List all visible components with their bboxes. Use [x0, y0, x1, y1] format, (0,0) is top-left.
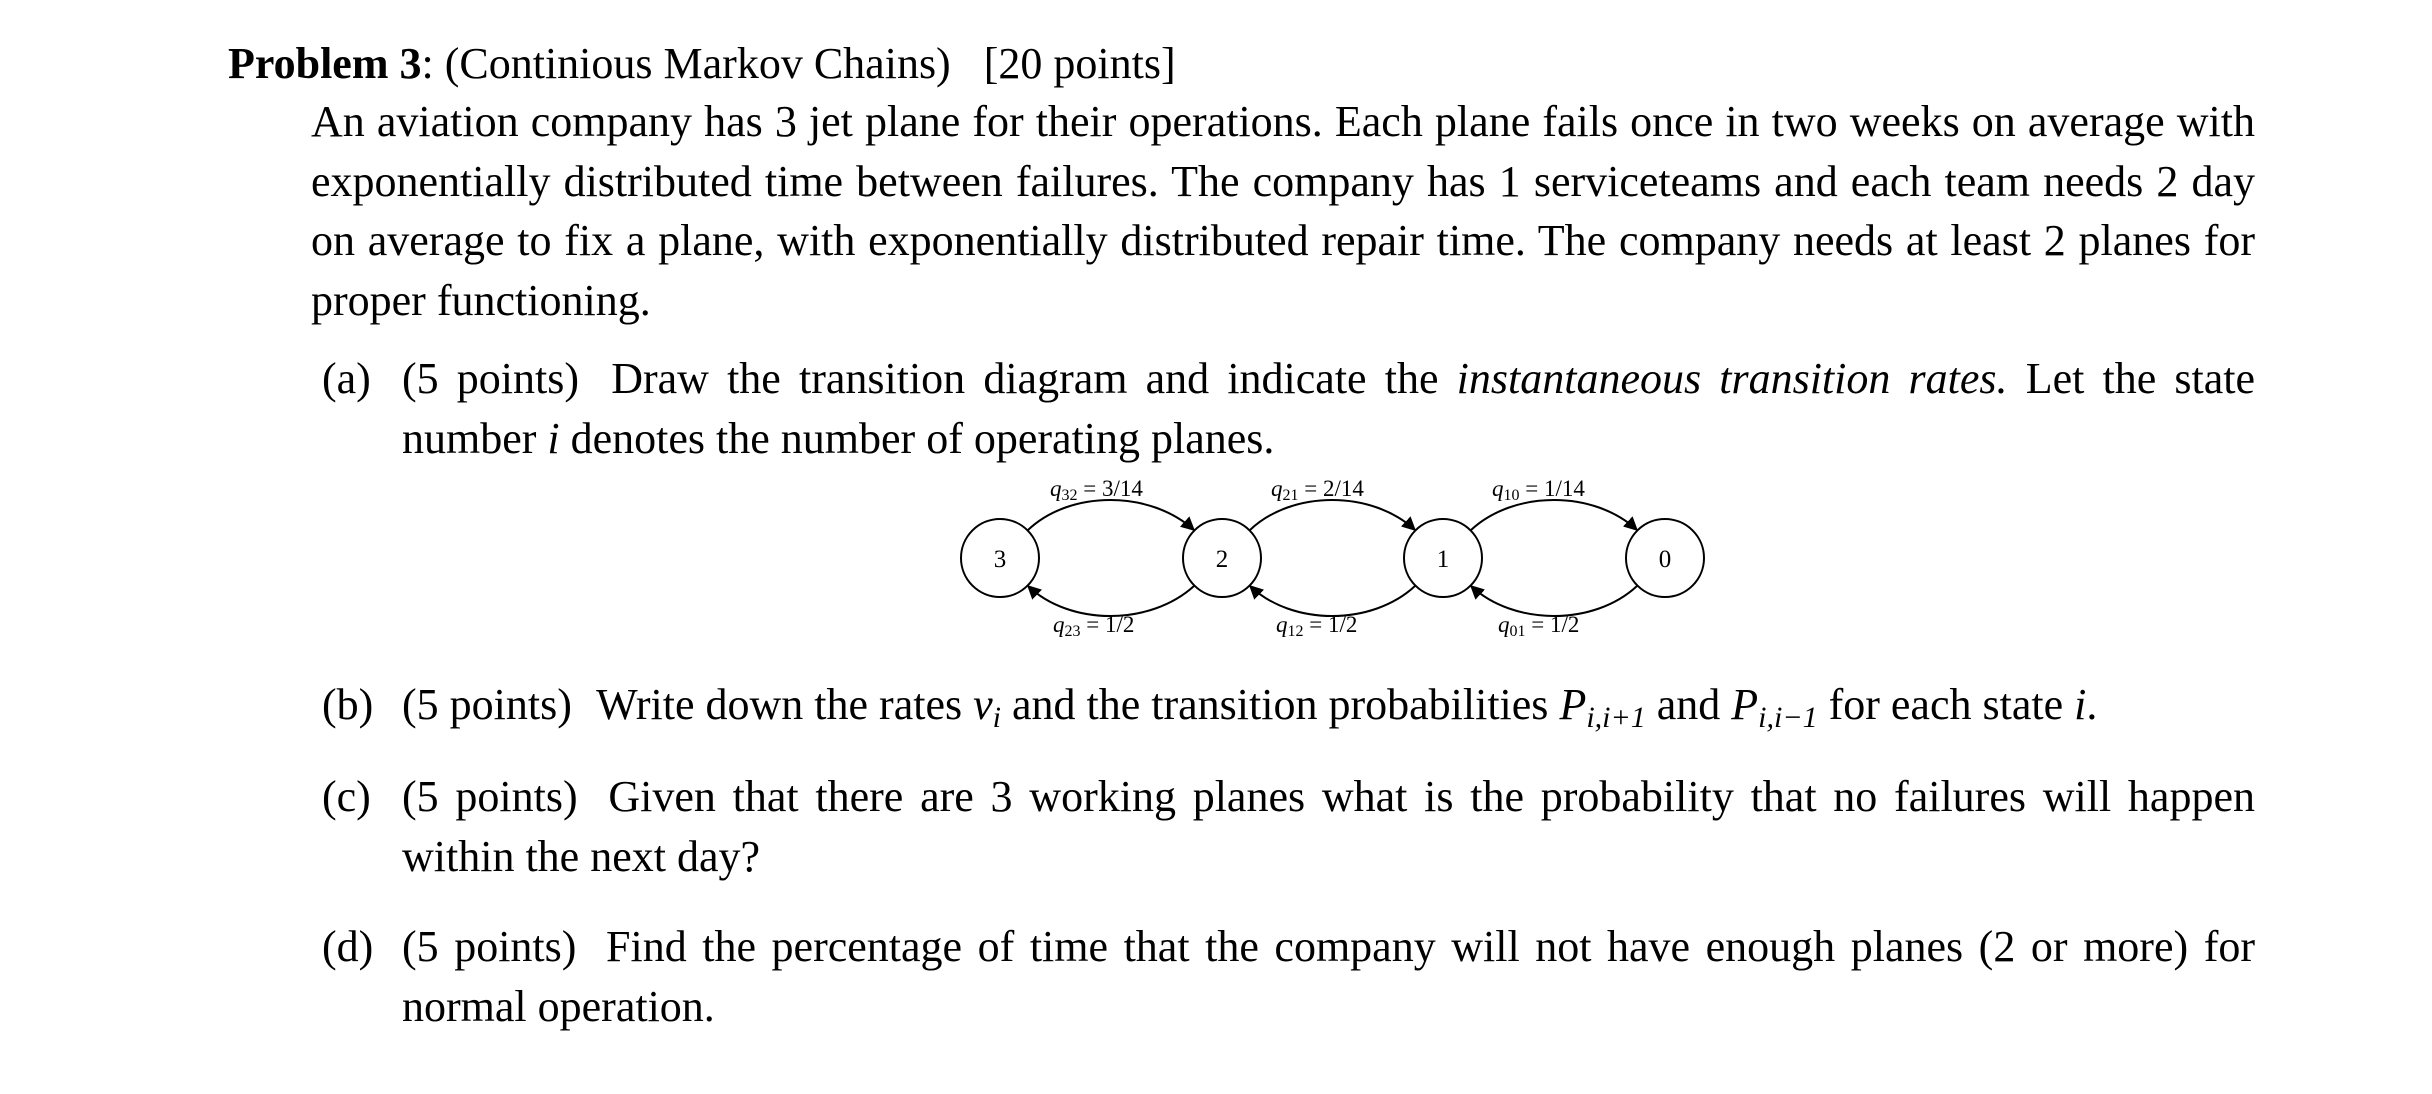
rate-label: q10 = 1/14: [1492, 476, 1585, 504]
state-node: [1183, 519, 1261, 597]
part-text: Let the state number: [402, 354, 2256, 463]
problem-colon: :: [421, 39, 434, 88]
state-label: 2: [1215, 546, 1229, 573]
problem-topic: (Continious Markov Chains): [444, 39, 951, 88]
probability-symbol: $P_{i,i+1}$: [1559, 680, 1646, 734]
state-variable: i: [2074, 680, 2087, 729]
part-label: (b): [322, 680, 374, 729]
part-text: and: [1656, 680, 1721, 729]
part-body: [402, 917, 2255, 1036]
part-text: and the transition probabilities: [1011, 680, 1549, 729]
part-label: (c): [322, 772, 371, 821]
rate-label: q21 = 2/14: [1271, 476, 1364, 504]
part-points: (5 points): [402, 354, 580, 403]
failure-arrow: [1250, 500, 1415, 530]
failure-arrow: [1028, 500, 1194, 530]
rate-label: q12 = 1/2: [1276, 612, 1358, 640]
failure-arrow: [1471, 500, 1637, 530]
part-c: [322, 767, 2255, 886]
part-text: Find the percentage of time that the company will not have enough planes (2 or more) for normal operation.: [402, 922, 2255, 1031]
state-label: 3: [993, 546, 1007, 573]
part-text: denotes the number of operating planes.: [570, 413, 1275, 463]
part-label: (a): [322, 354, 371, 403]
state-node: [1626, 519, 1704, 597]
part-text: Write down the rates: [596, 680, 963, 729]
part-points: (5 points): [402, 680, 572, 729]
probability-symbol: $P_{i,i-1}$: [1731, 680, 1818, 734]
problem-number: Problem 3: [228, 39, 422, 88]
part-label: (d): [322, 922, 374, 971]
part-text: Given that there are 3 working planes what is the probability that no failures will happen within the next day?: [402, 772, 2255, 881]
part-emphasis: instantaneous transition rates.: [1456, 354, 2008, 403]
part-text: Draw the transition diagram and indicate the: [611, 354, 1439, 403]
part-body: [402, 349, 2255, 468]
state-label: 1: [1436, 546, 1450, 573]
state-node: [961, 519, 1039, 597]
part-a: [322, 349, 2255, 468]
part-text: .: [2086, 680, 2098, 729]
rate-label: q01 = 1/2: [1498, 612, 1580, 640]
rate-symbol: $v_i$: [973, 680, 1001, 734]
rate-label: q23 = 1/2: [1053, 612, 1135, 640]
problem-intro: [311, 92, 2255, 330]
part-points: (5 points): [402, 772, 578, 821]
state-label: 0: [1658, 546, 1672, 573]
part-text: for each state: [1828, 680, 2064, 729]
rate-label: q32 = 3/14: [1050, 476, 1143, 504]
problem-heading: [228, 34, 1176, 94]
part-body: [402, 675, 2255, 735]
state-node: [1404, 519, 1482, 597]
part-body: [402, 767, 2255, 886]
intro-line: least 2 planes for proper functioning.: [311, 216, 2256, 325]
transition-diagram: [940, 462, 1720, 648]
intro-line: An aviation company has 3 jet plane for their operations. Each plane fails once in two weeks on average: [311, 97, 2165, 146]
state-variable: i: [547, 413, 560, 463]
part-d: [322, 917, 2255, 1036]
problem-points: [20 points]: [983, 39, 1176, 88]
intro-line: needs 2 day on average to fix a plane, with exponentially distributed repair time. The company needs at: [311, 156, 2256, 265]
part-b: [322, 675, 2255, 735]
part-points: (5 points): [402, 922, 577, 971]
intro-line: with exponentially distributed time between failures. The company has 1 serviceteams and each team: [311, 97, 2256, 206]
